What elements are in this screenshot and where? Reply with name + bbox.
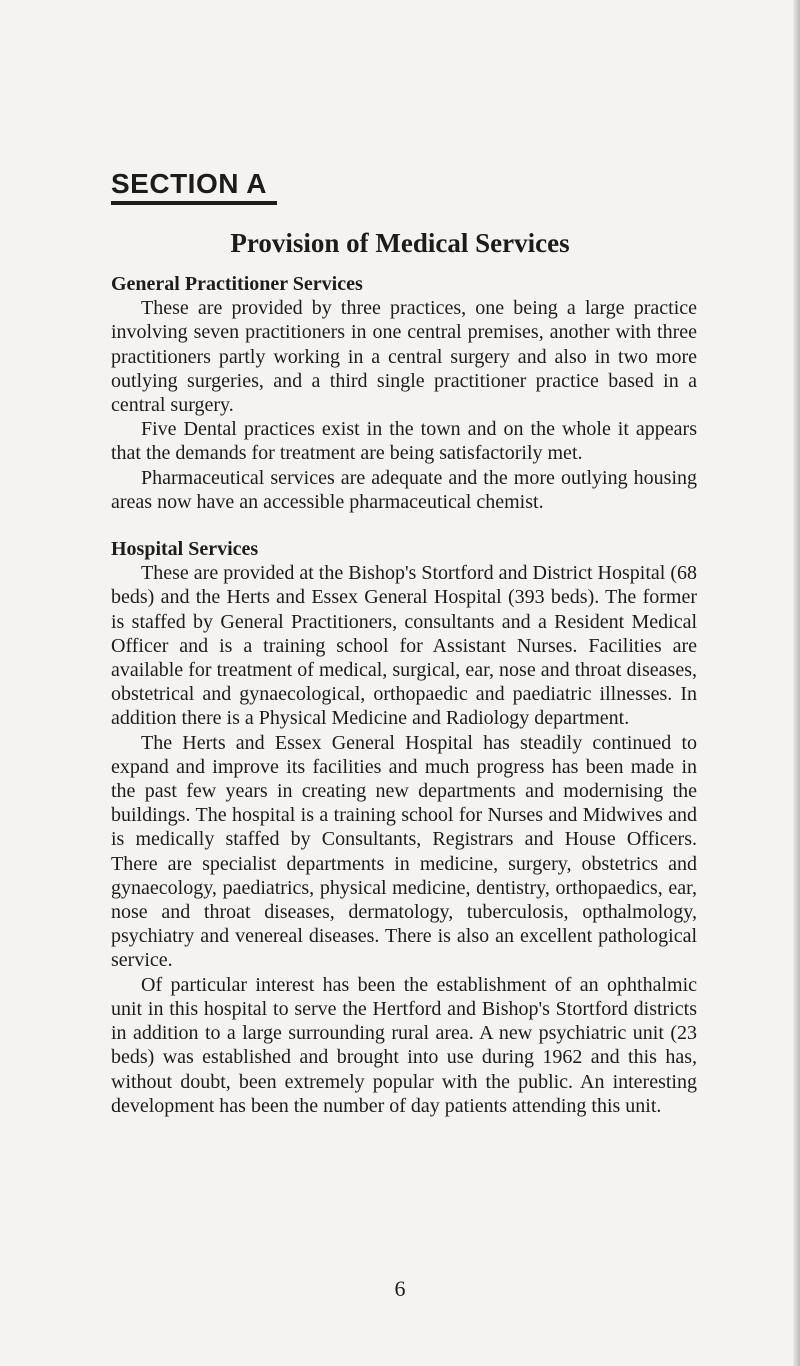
page-title: Provision of Medical Services bbox=[230, 228, 570, 258]
page-number: 6 bbox=[394, 1276, 406, 1301]
hospital-services-section bbox=[111, 537, 697, 1118]
section-underline bbox=[111, 201, 277, 205]
subsection-heading: Hospital Services bbox=[111, 538, 259, 561]
paragraph: These are provided by three practices, one being a large practice involving seven practitioners in one central premises, another with three practitioners partly working in a central surgery and also in two more outlying surgeries, and a third single practitioner practice based in a central surgery. bbox=[111, 297, 697, 417]
section-heading: SECTION A bbox=[111, 168, 267, 199]
general-practitioner-services-section bbox=[111, 272, 697, 514]
paragraph: Five Dental practices exist in the town and on the whole it appears that the demands for treatment are being satisfactorily met. bbox=[111, 418, 697, 465]
paragraph: These are provided at the Bishop's Stortford and District Hospital (68 beds) and the Herts and Essex General Hospital (393 beds). The former is staffed by General Practitioners, consultants and a Resident Medical Officer and is a training school for Assistant Nurses. Facilities are available for treatment of medical, surgical, ear, nose and throat diseases, obstetrical and gynaecological, orthopaedic and paediatric illnesses. In addition there is a Physical Medicine and Radiology department. bbox=[111, 562, 697, 730]
paragraph: The Herts and Essex General Hospital has steadily continued to expand and improve its facilities and much progress has been made in the past few years in creating new departments and modernising the buildings. The hospital is a training school for Nurses and Midwives and is medically staffed by Consultants, Registrars and House Officers. There are specialist departments in medicine, surgery, obstetrics and gynaecology, paediatrics, physical medicine, dentistry, orthopaedics, ear, nose and throat diseases, dermatology, tuberculosis, opthalmology, psychiatry and venereal diseases. There is also an excellent pathological service. bbox=[111, 731, 697, 972]
subsection-heading: General Practitioner Services bbox=[111, 273, 363, 295]
page-edge bbox=[793, 0, 800, 1366]
body-text bbox=[111, 272, 697, 1118]
paragraph: Of particular interest has been the establishment of an ophthalmic unit in this hospital to serve the Hertford and Bishop's Stortford districts in addition to a large surrounding rural area. A new psychiatric unit (23 beds) was established and brought into use during 1962 and this has, without doubt, been extremely popular with the public. An interesting development has been the number of day patients attending this unit. bbox=[111, 973, 697, 1117]
paragraph: Pharmaceutical services are adequate and the more outlying housing areas now have an accessible pharmaceutical chemist. bbox=[111, 466, 697, 513]
